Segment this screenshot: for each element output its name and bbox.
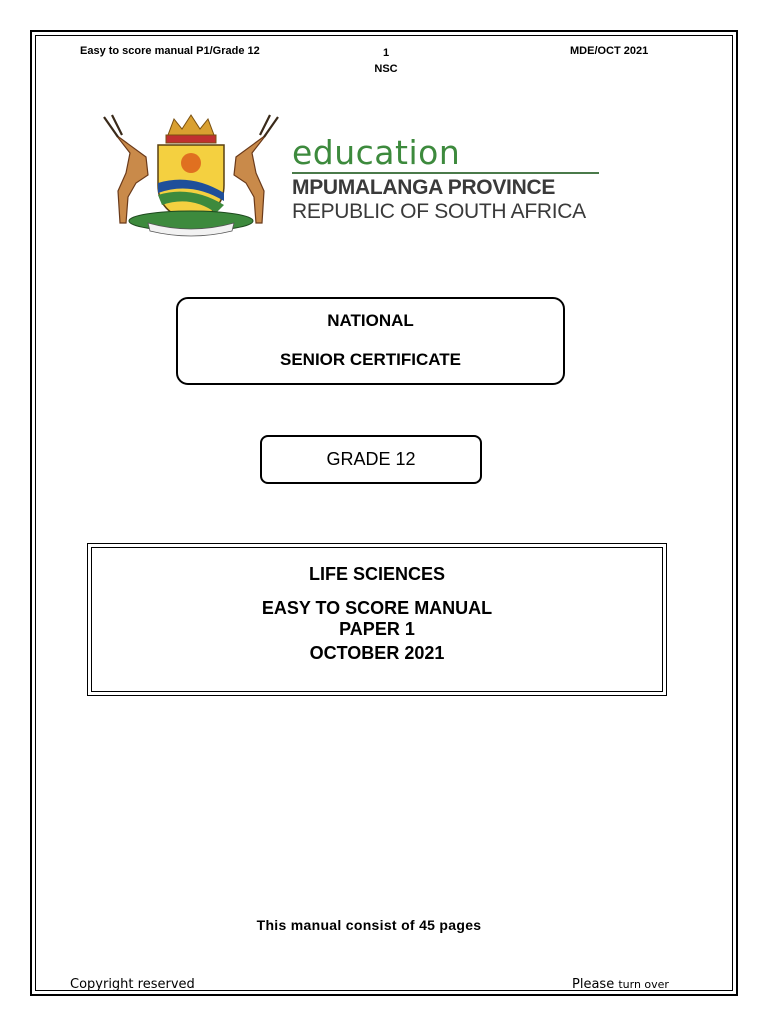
subject-box-inner — [91, 547, 663, 692]
subject-date: OCTOBER 2021 — [309, 643, 445, 663]
logo-department: education — [292, 133, 461, 172]
subject-manual: EASY TO SCORE MANUAL — [261, 598, 493, 618]
footer-turn-over-small: turn over — [618, 978, 669, 991]
certificate-box — [176, 297, 565, 385]
footer-copyright: Copyright reserved — [70, 977, 195, 992]
header-left: Easy to score manual P1/Grade 12 — [80, 45, 260, 57]
coat-of-arms-icon — [96, 113, 286, 238]
certificate-line-2: SENIOR CERTIFICATE — [279, 350, 462, 369]
certificate-line-1: NATIONAL — [327, 311, 414, 330]
header-right: MDE/OCT 2021 — [570, 45, 649, 57]
footer-turn-over — [572, 977, 669, 992]
logo-province: MPUMALANGA PROVINCE — [292, 176, 556, 199]
subject-box — [87, 543, 667, 696]
footer-turn-over-main: Please — [572, 977, 619, 992]
page-number: 1 — [382, 47, 390, 59]
header-sub: NSC — [374, 63, 398, 75]
grade-box: GRADE 12 — [260, 435, 482, 484]
subject-title: LIFE SCIENCES — [308, 564, 446, 584]
subject-paper: PAPER 1 — [339, 619, 415, 639]
page-count-note: This manual consist of 45 pages — [256, 917, 482, 933]
logo-country: REPUBLIC OF SOUTH AFRICA — [292, 200, 586, 223]
header-center — [366, 45, 406, 77]
logo-divider — [292, 172, 599, 174]
